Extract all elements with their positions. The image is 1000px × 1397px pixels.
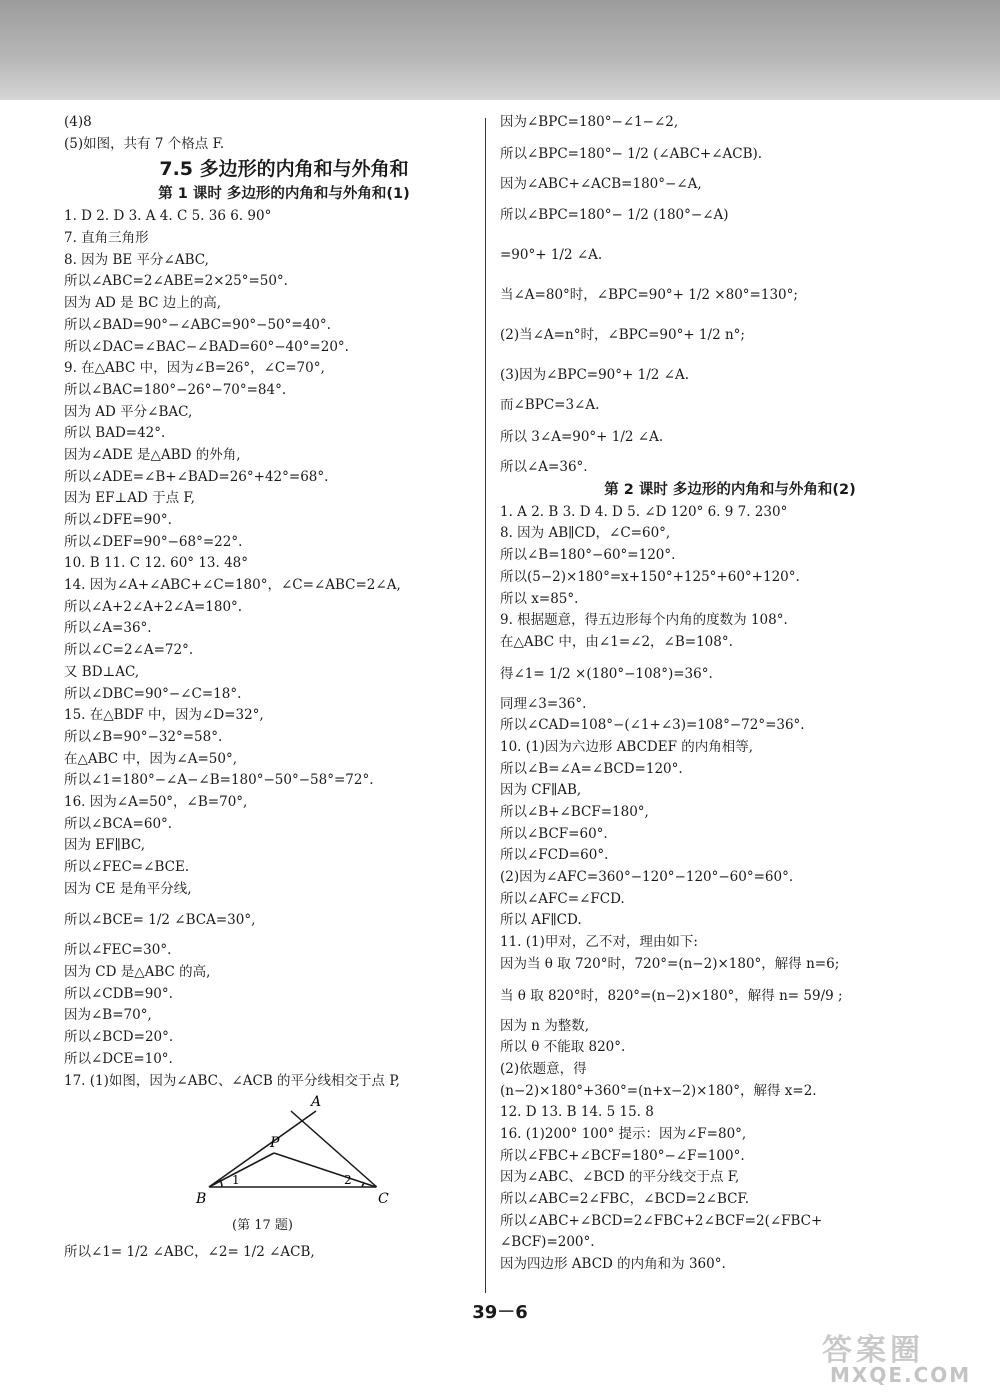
triangle-figure [184,1092,389,1234]
figure-caption: (第 17 题) [232,1218,293,1234]
text-line: (2)依题意，得 [500,1060,587,1077]
edge-ac [291,1111,377,1187]
label-p: P [270,1135,280,1152]
text-line: 因为四边形 ABCD 的内角和为 360°. [500,1256,726,1273]
text-line: (5)如图，共有 7 个格点 F. [64,135,225,152]
text-line: 14. 因为∠A+∠ABC+∠C=180°，∠C=∠ABC=2∠A, [64,577,401,594]
text-line: 又 BD⊥AC, [64,663,140,680]
text-line: 所以∠ADE=∠B+∠BAD=26°+42°=68°. [64,468,329,485]
text-line: 因为 CF∥AB, [500,782,582,799]
text-line: 11. (1)甲对，乙不对，理由如下: [500,934,698,951]
text-line: 同理∠3=36°. [500,695,587,712]
text-line: (3)因为∠BPC=90°+ 1/2 ∠A. [500,367,689,384]
text-line: 16. 因为∠A=50°，∠B=70°, [64,793,248,810]
text-line: (4)8 [64,114,92,130]
text-line: 所以(5−2)×180°=x+150°+125°+60°+120°. [500,568,800,585]
text-line: 所以∠DEF=90°−68°=22°. [64,533,243,550]
text-line: (n−2)×180°+360°=(n+x−2)×180°，解得 x=2. [500,1082,817,1099]
watermark-url: MXQE.COM [830,1363,972,1387]
text-line: 10. B 11. C 12. 60° 13. 48° [64,555,249,572]
label-angle-2: 2 [344,1173,352,1188]
edge-ba [209,1111,316,1187]
text-line: 所以 AF∥CD. [500,912,582,929]
column-divider [485,118,486,1293]
text-line: 所以 θ 不能取 820°. [500,1039,626,1056]
text-line: 所以∠CDB=90°. [64,985,173,1002]
text-line: 8. 因为 BE 平分∠ABC, [64,251,209,268]
lesson-subtitle-1: 第 1 课时 多边形的内角和与外角和(1) [158,186,410,203]
text-line: 所以∠BAD=90°−∠ABC=90°−50°=40°. [64,316,331,333]
text-line: 所以∠A+2∠A+2∠A=180°. [64,598,243,615]
text-line: 1. D 2. D 3. A 4. C 5. 36 6. 90° [64,208,272,225]
text-line: 12. D 13. B 14. 5 15. 8 [500,1104,654,1121]
text-line: 因为 EF⊥AD 于点 F, [64,490,195,507]
text-line: 所以∠BAC=180°−26°−70°=84°. [64,381,287,398]
text-line: 因为 CD 是△ABC 的高, [64,964,211,981]
text-line: 所以∠BPC=180°− 1/2 (180°−∠A) [500,207,729,224]
label-c: C [378,1191,389,1208]
text-line: 因为 EF∥BC, [64,837,146,854]
text-line: 因为当 θ 取 720°时，720°=(n−2)×180°，解得 n=6; [500,955,840,972]
text-line: 因为∠ABC、∠BCD 的平分线交于点 F, [500,1169,740,1186]
text-line: 所以 3∠A=90°+ 1/2 ∠A. [500,429,664,446]
label-a: A [311,1094,322,1111]
text-line: 所以∠DAC=∠BAC−∠BAD=60°−40°=20°. [64,338,349,355]
text-line: 所以 BAD=42°. [64,425,166,442]
text-line: 因为∠BPC=180°−∠1−∠2, [500,114,679,130]
lesson-subtitle-2: 第 2 课时 多边形的内角和与外角和(2) [604,481,856,498]
text-line: 所以∠FCD=60°. [500,847,609,864]
page-number: 39－6 [472,1302,528,1323]
text-line: 在△ABC 中，由∠1=∠2，∠B=108°. [500,633,733,650]
text-line: =90°+ 1/2 ∠A. [500,247,603,264]
label-b: B [196,1191,207,1208]
text-line: 所以∠FBC+∠BCF=180°−∠F=100°. [500,1147,745,1164]
text-line: 因为 AD 是 BC 边上的高, [64,295,222,312]
text-line: 所以∠BPC=180°− 1/2 (∠ABC+∠ACB). [500,145,763,162]
text-line: 所以∠A=36°. [64,620,152,637]
text-line: 因为 AD 平分∠BAC, [64,403,193,420]
text-line: 所以∠ABC=2∠ABE=2×25°=50°. [64,273,288,290]
right-column [500,112,920,1276]
text-line: 所以∠B+∠BCF=180°, [500,804,649,820]
text-line: 所以∠FEC=30°. [64,942,172,959]
text-line: 所以∠DCE=10°. [64,1050,173,1067]
text-line: (2)因为∠AFC=360°−120°−120°−60°=60°. [500,869,794,886]
text-line: 所以∠AFC=∠FCD. [500,890,625,907]
text-line: 所以∠DFE=90°. [64,512,172,528]
left-column [64,112,464,1272]
text-line: 7. 直角三角形 [64,230,149,247]
text-line: 10. (1)因为六边形 ABCDEF 的内角相等, [500,738,754,755]
text-line: 得∠1= 1/2 ×(180°−108°)=36°. [500,665,713,682]
label-angle-1: 1 [232,1173,240,1188]
text-line: 而∠BPC=3∠A. [500,397,600,414]
triangle-diagram [184,1092,389,1232]
watermark-text: 答案圈 [822,1333,924,1368]
scan-top-band [0,0,1000,100]
text-line: 所以 x=85°. [500,590,579,607]
text-line: 因为∠ABC+∠ACB=180°−∠A, [500,175,702,192]
text-line: 所以∠BCF=60°. [500,825,608,842]
text-line: 在△ABC 中，因为∠A=50°, [64,750,238,767]
text-line: 因为∠ADE 是△ABD 的外角, [64,446,241,463]
text-line: 所以∠BCE= 1/2 ∠BCA=30°, [64,912,256,929]
text-line: 所以∠B=∠A=∠BCD=120°. [500,760,683,777]
text-line: 17. (1)如图，因为∠ABC、∠ACB 的平分线相交于点 P, [64,1072,400,1089]
text-line: 8. 因为 AB∥CD，∠C=60°, [500,525,671,542]
text-line: 所以∠B=90°−32°=58°. [64,728,223,745]
text-line: 16. (1)200° 100° 提示：因为∠F=80°, [500,1125,747,1142]
text-line: 所以∠CAD=108°−(∠1+∠3)=108°−72°=36°. [500,717,805,734]
text-line: 因为 CE 是角平分线, [64,880,192,897]
edge-bp [209,1153,274,1187]
text-line: 9. 在△ABC 中，因为∠B=26°，∠C=70°, [64,360,325,377]
text-line: 所以∠1=180°−∠A−∠B=180°−50°−58°=72°. [64,772,374,789]
text-line: 所以∠C=2∠A=72°. [64,642,194,659]
text-line: 因为∠B=70°, [64,1007,152,1024]
text-line: 当∠A=80°时，∠BPC=90°+ 1/2 ×80°=130°; [500,287,798,304]
text-line: 所以∠B=180°−60°=120°. [500,547,676,564]
text-line: 所以∠BCD=20°. [64,1029,174,1046]
text-line: 所以∠ABC=2∠FBC，∠BCD=2∠BCF. [500,1191,750,1207]
text-line: 所以∠FEC=∠BCE. [64,859,190,875]
text-line: 所以∠BCA=60°. [64,815,173,832]
text-line: 15. 在△BDF 中，因为∠D=32°, [64,707,264,724]
section-title: 7.5 多边形的内角和与外角和 [159,158,409,181]
text-line: ∠BCF)=200°. [500,1234,595,1251]
text-line: 当 θ 取 820°时，820°=(n−2)×180°，解得 n= 59/9 ; [500,987,843,1004]
text-line: 所以∠ABC+∠BCD=2∠FBC+2∠BCF=2(∠FBC+ [500,1212,823,1229]
text-line: 因为 n 为整数, [500,1017,590,1034]
text-line: 所以∠1= 1/2 ∠ABC，∠2= 1/2 ∠ACB, [64,1244,315,1261]
watermark-logo [800,1325,980,1390]
text-line: 所以∠DBC=90°−∠C=18°. [64,685,242,702]
text-line: (2)当∠A=n°时，∠BPC=90°+ 1/2 n°; [500,327,745,344]
text-line: 9. 根据题意，得五边形每个内角的度数为 108°. [500,612,788,629]
edge-pc [274,1153,376,1187]
text-line: 所以∠A=36°. [500,459,588,476]
text-line: 1. A 2. B 3. D 4. D 5. ∠D 120° 6. 9 7. 230° [500,503,788,520]
